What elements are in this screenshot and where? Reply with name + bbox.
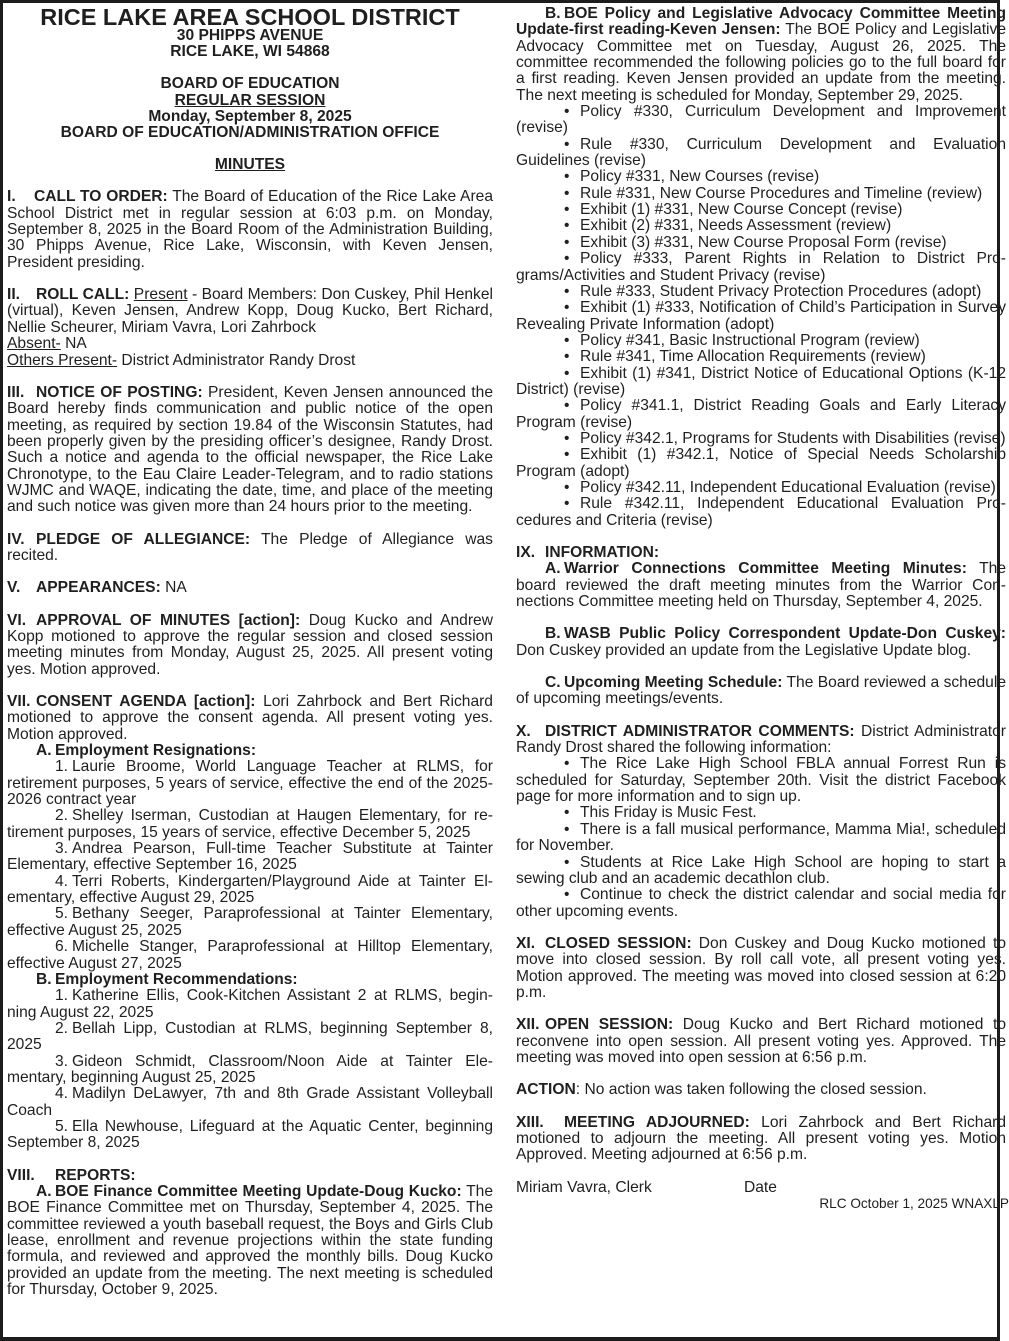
bullet-icon: • [564, 184, 570, 202]
bullet-text: Exhibit (3) #331, New Course Proposal Form (revise) [580, 233, 947, 251]
bullet-icon: • [564, 804, 570, 822]
district-name: RICE LAKE AREA SCHOOL DISTRICT [40, 4, 460, 30]
subsection-letter: A. [545, 560, 561, 578]
item-text: Katherine Ellis, Cook-Kitchen Assistant 2 at RLMS, beginning August 22, 2025 [7, 987, 493, 1021]
list-item [7, 988, 493, 1021]
item-text: Terri Roberts, Kindergarten/Playground Aide at Tainter Elementary, effective August 29, 2025 [7, 872, 493, 907]
section-number: XII. [516, 1016, 540, 1034]
bullet-icon: • [564, 233, 570, 251]
section-number: IV. [7, 530, 25, 548]
address-line-1: 30 PHIPPS AVENUE [176, 27, 324, 44]
section-heading: NOTICE OF POSTING: [36, 383, 203, 401]
subsection-text: The BOE Policy and Legislative Advocacy Committee met on Tuesday, August 26, 2025. The committee recommended the following policies go to the full board for a first reading. Keven Jensen provided an update from the meeting. The next meeting is scheduled for Monday, September 29, 2025. [516, 21, 1006, 104]
section-text: The Board of Education of the Rice Lake Area School District met in regular session at 6:03 p.m. on Monday, September 8, 2025 in the Board Room of the Administration Building, 30 Phipps Avenue, Rice Lake, Wisconsin, with Keven Jensen, President presiding. [7, 188, 493, 271]
bullet-icon: • [564, 820, 570, 838]
bullet-text: Continue to check the district calendar and social media for other upcoming events. [516, 886, 1006, 920]
section-information [516, 545, 1006, 561]
signature-block [516, 1180, 1006, 1196]
others-present-label: Others Present- [7, 351, 118, 369]
bullet-text: Exhibit (1) #331, New Course Concept (revise) [580, 201, 903, 219]
bullet-item [516, 431, 1006, 447]
section-text: President, Keven Jensen announced the Board hereby finds communication and public notice of the open meeting, as required by section 19.84 of the Wisconsin Statutes, had been properly given by the presiding officer’s designee, Randy Drost. Such a notice and agenda to the official newspaper, the Rice Lake Chronotype, to the Eau Claire Leader-Telegram, and to radio stations WJMC and WAQE, indicating the date, time, and place of the meeting and such notice was given more than 24 hours prior to the meeting. [7, 383, 493, 516]
section-text: Doug Kucko and Andrew Kopp motioned to approve the regular session and closed session meeting minutes from Monday, August 25, 2025. All present voting yes. Motion approved. [7, 611, 493, 678]
item-number: 2. [55, 807, 69, 825]
item-text: Bethany Seeger, Paraprofessional at Tainter Elementary, effective August 25, 2025 [7, 905, 493, 939]
subsection-text: The BOE Finance Committee met on Thursday, September 4, 2025. The committee reviewed a youth baseball request, the Boys and Girls Club lease, enrollment and revenue projections within the state funding formula, and reviewed and approved the monthly bills. Doug Kucko provided an update from the meeting. The next meeting is scheduled for Thursday, October 9, 2025. [7, 1182, 493, 1299]
section-admin-comments [516, 724, 1006, 757]
section-heading: ACTION [516, 1081, 576, 1099]
info-warrior-connections [516, 561, 1006, 610]
resignations-list [7, 759, 493, 971]
item-text: Ella Newhouse, Lifeguard at the Aquatic Center, beginning September 8, 2025 [7, 1117, 493, 1152]
section-notice-of-posting [7, 385, 493, 516]
subsection-recommendations [7, 972, 493, 988]
section-heading: OPEN SESSION: [545, 1016, 674, 1034]
item-number: 4. [55, 1085, 69, 1103]
bullet-item [516, 169, 1006, 185]
bullet-text: Policy #330, Curriculum Development and Improvement (revise) [516, 103, 1006, 137]
item-number: 3. [55, 840, 69, 858]
bullet-icon: • [564, 755, 570, 773]
section-consent-agenda [7, 694, 493, 743]
section-heading: MEETING ADJOURNED: [564, 1113, 750, 1131]
section-text: Don Cuskey and Doug Kucko motioned to move into closed session. By roll call vote, all present voting yes. Motion approved. The meeting was moved into closed session at 6:20 p.m. [516, 934, 1006, 1001]
section-number: VII. [7, 693, 31, 711]
section-number: XIII. [516, 1113, 544, 1131]
bullet-icon: • [564, 397, 570, 415]
list-item [7, 1086, 493, 1119]
bullet-item [516, 855, 1006, 888]
section-text: District Administrator Randy Drost shared the following information: [516, 722, 1006, 757]
bullet-icon: • [564, 168, 570, 186]
subsection-letter: B. [36, 970, 52, 988]
bullet-text: Exhibit (1) #333, Notification of Child’s Participation in Survey Revealing Private Information (adopt) [516, 299, 1006, 333]
bullet-item [516, 822, 1006, 855]
section-number: II. [7, 286, 20, 304]
item-number: 1. [55, 987, 69, 1005]
bullet-text: Policy #342.1, Programs for Students with Disabilities (revise) [580, 429, 1006, 447]
section-heading: CALL TO ORDER: [34, 188, 168, 206]
subsection-text: The board reviewed the draft meeting minutes from the Warrior Connections Committee meeting held on Thursday, September 4, 2025. [516, 560, 1006, 611]
bullet-item [516, 202, 1006, 218]
section-number: V. [7, 579, 21, 597]
report-finance-committee [7, 1184, 493, 1298]
list-item [7, 808, 493, 841]
admin-comments-list [516, 756, 1006, 919]
subsection-heading: Upcoming Meeting Schedule: [564, 674, 783, 692]
section-text: Lori Zahrbock and Bert Richard motioned to approve the consent agenda. All present voting yes. Motion approved. [7, 693, 493, 743]
bullet-text: Rule #333, Student Privacy Protection Procedures (adopt) [580, 282, 982, 300]
right-column [516, 5, 1009, 1212]
subsection-heading: WASB Public Policy Correspondent Update-Don Cuskey: [564, 625, 1006, 643]
item-number: 5. [55, 905, 69, 923]
subsection-resignations [7, 743, 493, 759]
section-heading: ROLL CALL: [36, 286, 130, 304]
list-item [7, 939, 493, 972]
left-column [7, 6, 493, 1298]
policy-list [516, 104, 1006, 529]
section-text: The Pledge of Allegiance was recited. [7, 530, 493, 564]
item-number: 4. [55, 872, 69, 890]
section-number: VIII. [7, 1166, 35, 1184]
bullet-icon: • [564, 853, 570, 871]
bullet-item [516, 218, 1006, 234]
section-appearances [7, 580, 493, 596]
bullet-icon: • [564, 135, 570, 153]
subsection-heading: BOE Policy and Legislative Advocacy Committee Meeting Update-first reading-Keven Jensen: [516, 5, 1006, 39]
bullet-text: Policy #341, Basic Instructional Program (review) [580, 331, 920, 349]
publication-note: RLC October 1, 2025 WNAXLP [819, 1196, 1009, 1211]
list-item [7, 906, 493, 939]
section-roll-call [7, 287, 493, 369]
bullet-item [516, 333, 1006, 349]
bullet-icon: • [564, 478, 570, 496]
report-policy-committee [516, 6, 1006, 104]
bullet-icon: • [564, 250, 570, 268]
bullet-icon: • [564, 364, 570, 382]
bullet-item [516, 235, 1006, 251]
section-heading: REPORTS: [55, 1166, 136, 1184]
bullet-text: Policy #342.11, Independent Educational Evaluation (revise) [580, 478, 996, 496]
board-name: BOARD OF EDUCATION [160, 75, 340, 93]
section-number: X. [516, 722, 531, 740]
absent-label: Absent- [7, 335, 61, 353]
item-text: Michelle Stanger, Paraprofessional at Hilltop Elementary, effective August 27, 2025 [7, 938, 493, 972]
subsection-letter: A. [36, 1182, 52, 1200]
subsection-heading: Employment Resignations: [55, 742, 257, 760]
item-number: 5. [55, 1117, 69, 1135]
list-item [7, 874, 493, 907]
bullet-item [516, 887, 1006, 920]
subsection-text: Don Cuskey provided an update from the Legislative Update blog. [516, 641, 972, 659]
bullet-icon: • [564, 446, 570, 464]
subsection-letter: C. [545, 674, 561, 692]
item-text: Laurie Broome, World Language Teacher at RLMS, for retirement purposes, 5 years of service, effective the end of the 2025-2026 contract year [7, 758, 493, 809]
section-pledge [7, 532, 493, 565]
section-heading: APPEARANCES: [36, 579, 161, 597]
list-item [7, 1021, 493, 1054]
bullet-item [516, 480, 1006, 496]
bullet-item [516, 805, 1006, 821]
subsection-heading: Warrior Connections Committee Meeting Minutes: [564, 560, 967, 578]
bullet-icon: • [564, 331, 570, 349]
bullet-text: Policy #331, New Courses (revise) [580, 168, 820, 186]
bullet-text: Exhibit (2) #331, Needs Assessment (review) [580, 217, 892, 235]
bullet-icon: • [564, 103, 570, 121]
bullet-item [516, 398, 1006, 431]
bullet-text: Rule #330, Curriculum Development and Evaluation Guidelines (revise) [516, 135, 1006, 170]
bullet-item [516, 496, 1006, 529]
date-label: Date [744, 1178, 777, 1196]
section-text: Lori Zahrbock and Bert Richard motioned to adjourn the meeting. All present voting yes. Motion Approved. Meeting adjourned at 6:56 p.m. [516, 1113, 1006, 1164]
bullet-icon: • [564, 348, 570, 366]
bullet-text: Rule #342.11, Independent Educational Evaluation Procedures and Criteria (revise) [516, 495, 1006, 529]
bullet-icon: • [564, 282, 570, 300]
section-text: Doug Kucko and Bert Richard motioned to reconvene into open session. All present voting yes. Approved. The meeting was moved into open session at 6:56 p.m. [516, 1016, 1006, 1066]
item-number: 1. [55, 758, 69, 776]
bullet-item [516, 366, 1006, 399]
section-action [516, 1082, 1006, 1098]
subsection-heading: BOE Finance Committee Meeting Update-Doug Kucko: [55, 1182, 462, 1200]
section-heading: CONSENT AGENDA [action]: [36, 693, 256, 711]
bullet-item [516, 300, 1006, 333]
session-type: REGULAR SESSION [174, 91, 326, 109]
bullet-item [516, 137, 1006, 170]
section-text: NA [165, 579, 187, 597]
item-number: 6. [55, 938, 69, 956]
present-label: Present [133, 286, 188, 304]
section-number: VI. [7, 611, 27, 629]
item-text: Shelley Iserman, Custodian at Haugen Elementary, for retirement purposes, 15 years of service, effective December 5, 2025 [7, 807, 493, 841]
section-heading: DISTRICT ADMINISTRATOR COMMENTS: [545, 722, 855, 740]
section-closed-session [516, 936, 1006, 1001]
clerk-signature: Miriam Vavra, Clerk [516, 1178, 652, 1196]
bullet-item [516, 104, 1006, 137]
bullet-icon: • [564, 429, 570, 447]
masthead [7, 6, 493, 173]
list-item [7, 841, 493, 874]
item-number: 2. [55, 1019, 69, 1037]
present-text: - Board Members: Don Cuskey, Phil Henkel (virtual), Keven Jensen, Andrew Kopp, Doug Kucko, Bert Richard, Nellie Scheurer, Miriam Vavra, Lori Zahrbock [7, 286, 493, 336]
recommendations-list [7, 988, 493, 1151]
bullet-text: Rule #331, New Course Procedures and Timeline (review) [580, 184, 983, 202]
bullet-text: Policy #341.1, District Reading Goals and Early Literacy Program (revise) [516, 397, 1006, 431]
list-item [7, 759, 493, 808]
meeting-date: Monday, September 8, 2025 [148, 107, 352, 125]
absent-text: NA [60, 335, 87, 353]
list-item [7, 1119, 493, 1152]
bullet-text: This Friday is Music Fest. [580, 804, 757, 822]
item-number: 3. [55, 1052, 69, 1070]
section-adjourned [516, 1115, 1006, 1164]
subsection-text: The Board reviewed a schedule of upcoming meetings/events. [516, 674, 1006, 708]
section-number: III. [7, 383, 25, 401]
item-text: Gideon Schmidt, Classroom/Noon Aide at Tainter Elementary, beginning August 25, 2025 [7, 1052, 493, 1086]
section-number: I. [7, 188, 16, 206]
section-open-session [516, 1017, 1006, 1066]
section-heading: PLEDGE OF ALLEGIANCE: [36, 530, 251, 548]
info-meeting-schedule [516, 675, 1006, 708]
bullet-icon: • [564, 217, 570, 235]
bullet-text: Policy #333, Parent Rights in Relation to District Programs/Activities and Student Privacy (revise) [516, 250, 1006, 284]
item-text: Madilyn DeLawyer, 7th and 8th Grade Assistant Volleyball Coach [7, 1085, 493, 1119]
bullet-item [516, 284, 1006, 300]
address-line-2: RICE LAKE, WI 54868 [170, 43, 330, 61]
subsection-letter: A. [36, 742, 52, 760]
section-approval-of-minutes [7, 613, 493, 678]
section-heading: APPROVAL OF MINUTES [action]: [36, 611, 301, 629]
section-call-to-order [7, 189, 493, 271]
bullet-item [516, 186, 1006, 202]
section-text: : No action was taken following the closed session. [575, 1081, 927, 1099]
list-item [7, 1054, 493, 1087]
bullet-text: Rule #341, Time Allocation Requirements (review) [580, 348, 926, 366]
subsection-letter: B. [545, 625, 561, 643]
bullet-icon: • [564, 201, 570, 219]
bullet-text: The Rice Lake High School FBLA annual Forrest Run is scheduled for Saturday, September 20th. Visit the district Facebook page for more information and to sign up. [516, 755, 1006, 806]
bullet-icon: • [564, 886, 570, 904]
bullet-text: There is a fall musical performance, Mamma Mia!, scheduled for November. [516, 820, 1006, 855]
subsection-heading: Employment Recommendations: [55, 970, 298, 988]
section-heading: CLOSED SESSION: [545, 934, 692, 952]
bullet-item [516, 756, 1006, 805]
meeting-location: BOARD OF EDUCATION/ADMINISTRATION OFFICE [60, 124, 440, 142]
section-heading: INFORMATION: [545, 544, 660, 561]
subsection-letter: B. [545, 5, 561, 22]
others-present-text: District Administrator Randy Drost [117, 351, 356, 369]
info-wasb-update [516, 626, 1006, 659]
bullet-text: Students at Rice Lake High School are hoping to start a sewing club and an academic decathlon club. [516, 853, 1006, 887]
bullet-text: Exhibit (1) #341, District Notice of Educational Options (K-12 District) (revise) [516, 364, 1006, 398]
item-text: Andrea Pearson, Full-time Teacher Substitute at Tainter Elementary, effective September 16, 2025 [7, 840, 493, 874]
bullet-item [516, 447, 1006, 480]
bullet-item [516, 349, 1006, 365]
bullet-icon: • [564, 299, 570, 317]
bullet-icon: • [564, 495, 570, 513]
document-title: MINUTES [214, 156, 286, 174]
section-number: IX. [516, 544, 536, 561]
bullet-text: Exhibit (1) #342.1, Notice of Special Needs Scholarship Program (adopt) [516, 446, 1006, 480]
section-reports [7, 1168, 493, 1184]
bullet-item [516, 251, 1006, 284]
item-text: Bellah Lipp, Custodian at RLMS, beginning September 8, 2025 [7, 1019, 493, 1054]
section-number: XI. [516, 934, 536, 952]
